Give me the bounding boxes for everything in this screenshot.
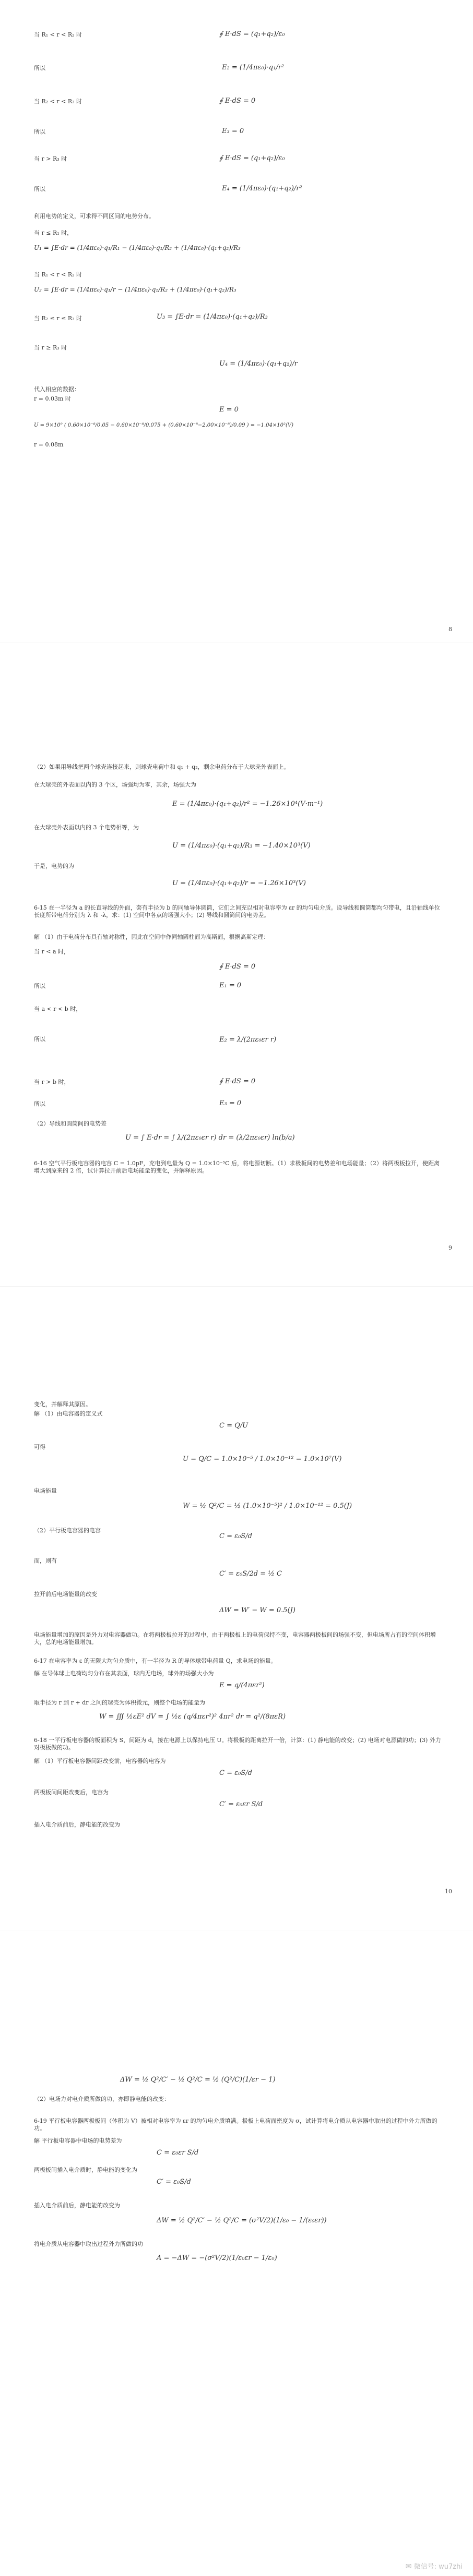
equation: C = ε₀εr S/d	[157, 2149, 199, 2157]
equation: ΔW = ½ Q²/C′ − ½ Q²/C = (σ²V/2)(1/ε₀ − 1/(ε₀εr))	[157, 2217, 327, 2224]
text-line: 变化，并解释其原因。	[34, 1401, 91, 1408]
text-line: 插入电介质前后，静电能的改变为	[34, 2202, 120, 2209]
text-line: 6-15 在一半径为 a 的长直导线的外面，套有半径为 b 的同轴导体圆筒，它们之间充以相对电容率为 εr 的均匀电介质。设导线和圆筒都均匀带电，且沿轴线单位长度所带电荷分别为 λ 和 -λ，求：(1) 空间中各点的场强大小；(2) 导线和圆筒间的电势差。	[34, 904, 440, 918]
text-line: 插入电介质前后，静电能的改变为	[34, 1821, 120, 1828]
text-line: r = 0.03m 时	[34, 395, 71, 402]
text-line: 电场能量增加的原因是外力对电容器做功。在将两极板拉开的过程中，由于两极板上的电荷保持不变，电容器两极板间的场强不变，但电场所占有的空间体积增大，总的电场能量增加。	[34, 1631, 436, 1646]
text-line: 6-16 空气平行板电容器的电容 C = 1.0pF，充电到电量为 Q = 1.0×10⁻⁵C 后，将电源切断。（1）求极板间的电势差和电场能量；（2）将两极板拉开，使距离增大到原来的 2 倍，试计算拉开前后电场能量的变化，并解释原因。	[34, 1160, 440, 1174]
equation: C = ε₀S/d	[219, 1532, 252, 1540]
equation: ∮ E·dS = 0	[219, 97, 256, 105]
page-number: 9	[448, 1244, 452, 1251]
equation: ΔW = ½ Q²/C′ − ½ Q²/C = ½ (Q²/C)(1/εr − 1)	[120, 2076, 276, 2084]
equation: C′ = ε₀S/d	[157, 2178, 191, 2186]
text-line: r = 0.08m	[34, 441, 64, 448]
equation: E = 0	[219, 406, 239, 414]
text-line: 当 r ≥ R₃ 时	[34, 344, 67, 351]
text-line: 取半径为 r 到 r + dr 之间的球壳为体积微元，则整个电场的能量为	[34, 1699, 206, 1706]
page-3	[0, 1287, 473, 1929]
text-line: 当 R₂ ≤ r ≤ R₃ 时	[34, 315, 82, 322]
text-line: 利用电势的定义，可求得不同区间的电势分布。	[34, 213, 155, 220]
equation: U₄ = (1/4πε₀)·(q₁+q₂)/r	[219, 360, 298, 368]
equation: C = Q/U	[219, 1422, 249, 1430]
text-line: 所以	[34, 1100, 45, 1107]
equation: W = ½ Q²/C = ½ (1.0×10⁻⁵)² / 1.0×10⁻¹² = 0.5(J)	[183, 1502, 352, 1510]
equation: C = ε₀S/d	[219, 1769, 252, 1777]
equation: E₄ = (1/4πε₀)·(q₁+q₂)/r²	[222, 185, 302, 192]
equation: U = Q/C = 1.0×10⁻⁵ / 1.0×10⁻¹² = 1.0×10⁷(V)	[183, 1455, 342, 1463]
text-line: 当 r > R₃ 时	[34, 155, 67, 162]
text-line: 两极板间插入电介质时，静电能的变化为	[34, 2167, 137, 2173]
text-line: 当 r ≤ R₁ 时，	[34, 229, 73, 236]
equation: W = ∭ ½εE² dV = ∫ ½ε (q/4πεr²)² 4πr² dr = q²/(8πεR)	[99, 1713, 286, 1721]
equation: C′ = ε₀S/2d = ½ C	[219, 1570, 282, 1578]
text-line: 在大球壳的外表面以内的 3 个区，场强均为零，其余，场强大为	[34, 781, 196, 788]
equation: U = 9×10⁹ ( 0.60×10⁻⁸/0.05 − 0.60×10⁻⁸/0.075 + (0.60×10⁻⁸−2.00×10⁻⁸)/0.09 ) = −1.04×10²(V)	[34, 422, 294, 428]
equation: E = q/(4πεr²)	[219, 1682, 265, 1689]
text-line: 6-19 平行板电容器两极板间（体积为 V）被相对电容率为 εr 的均匀电介质填满。极板上电荷面密度为 σ，试计算将电介质从电容器中取出的过程中外力所做的功。	[34, 2118, 437, 2132]
page-4	[0, 1931, 473, 2576]
text-line: 解 平行板电容器中电场的电势差为	[34, 2137, 122, 2144]
text-line: 将电介质从电容器中取出过程外力所做的功	[34, 2241, 143, 2247]
wechat-icon: ✉	[405, 2562, 412, 2571]
equation: U = (1/4πε₀)·(q₁+q₂)/R₃ = −1.40×10³(V)	[172, 842, 311, 850]
equation: ∮ E·dS = (q₁+q₂)/ε₀	[219, 30, 285, 38]
text-line: 于是，电势的为	[34, 863, 74, 869]
equation: E₃ = 0	[219, 1099, 242, 1107]
text-line: 所以	[34, 65, 45, 71]
text-line: 当 r > b 时，	[34, 1079, 70, 1085]
equation: ∮ E·dS = 0	[219, 963, 256, 971]
text-line: 电场能量	[34, 1487, 57, 1494]
equation: E₃ = 0	[222, 127, 244, 135]
equation: C′ = ε₀εr S/d	[219, 1800, 263, 1808]
text-line: 可得	[34, 1444, 45, 1450]
equation: U₃ = ∫E·dr = (1/4πε₀)·(q₁+q₂)/R₃	[157, 313, 268, 321]
equation: E₁ = 0	[219, 982, 242, 989]
text-line: 而，则有	[34, 1557, 57, 1564]
page-number: 10	[445, 1888, 452, 1895]
watermark-label: 微信号: wu7zhi	[413, 2563, 463, 2571]
text-line: 所以	[34, 128, 45, 135]
text-line: 当 R₁ < r < R₂ 时	[34, 271, 82, 278]
equation: ΔW = W′ − W = 0.5(J)	[219, 1606, 295, 1614]
equation: A = −ΔW = −(σ²V/2)(1/ε₀εr − 1/ε₀)	[157, 2254, 277, 2262]
text-line: 在大球壳外表面以内的 3 个电势相等，为	[34, 824, 139, 831]
page-number: 8	[448, 626, 452, 633]
text-line: 解 （1）由于电荷分布具有轴对称性，因此在空间中作同轴圆柱面为高斯面，根据高斯定理：	[34, 934, 269, 940]
watermark	[406, 2561, 463, 2571]
text-line: 当 a < r < b 时，	[34, 1006, 82, 1012]
equation: E = (1/4πε₀)·(q₁+q₂)/r² = −1.26×10⁴(V·m⁻¹)	[172, 800, 323, 808]
text-line: 所以	[34, 1036, 45, 1043]
equation: ∮ E·dS = 0	[219, 1078, 256, 1085]
text-line: （2）电场力对电介质所做的功，亦即静电能的改变：	[34, 2096, 170, 2102]
page-1	[0, 0, 473, 642]
text-line: 拉开前后电场能量的改变	[34, 1591, 97, 1598]
text-line: 当 R₁ < r < R₂ 时	[34, 31, 82, 38]
text-line: 两极板间间距改变后，电容为	[34, 1789, 109, 1796]
text-line: 当 r < a 时，	[34, 948, 70, 955]
text-line: 解 在导体球上电荷均匀分布在其表面，球内无电场，球外的场强大小为	[34, 1670, 214, 1677]
page-2	[0, 644, 473, 1285]
equation: U₂ = ∫E·dr = (1/4πε₀)·q₁/r − (1/4πε₀)·q₁/R₂ + (1/4πε₀)·(q₁+q₂)/R₃	[34, 286, 236, 293]
text-line: 所以	[34, 983, 45, 989]
equation: ∮ E·dS = (q₁+q₂)/ε₀	[219, 154, 285, 162]
text-line: （2）如果用导线把两个球壳连接起来，则球壳电荷中和 q₁ + q₂，剩余电荷分布于大球壳外表面上。	[34, 764, 290, 770]
text-line: （2）导线和圆筒间的电势差	[34, 1120, 107, 1127]
text-line: 代入相应的数据：	[34, 386, 80, 393]
equation: E₂ = λ/(2πε₀εr r)	[219, 1036, 277, 1044]
text-line: 所以	[34, 186, 45, 192]
page-separator	[0, 1286, 473, 1287]
equation: E₂ = (1/4πε₀)·q₁/r²	[222, 64, 285, 71]
equation: U = ∫ E·dr = ∫ λ/(2πε₀εr r) dr = (λ/2πε₀εr) ln(b/a)	[125, 1134, 295, 1142]
text-line: 当 R₂ < r < R₃ 时	[34, 98, 82, 105]
text-line: （2）平行板电容器的电容	[34, 1527, 101, 1534]
equation: U = (1/4πε₀)·(q₁+q₂)/r = −1.26×10³(V)	[172, 879, 306, 887]
text-line: 6-18 一平行板电容器的板面积为 S，间距为 d，接在电源上以保持电压 U。将极板的距离拉开一倍，计算：(1) 静电能的改变；(2) 电场对电源做的功；(3) 外力对极板做的功。	[34, 1737, 441, 1751]
text-line: 解 （1）由电容器的定义式	[34, 1410, 103, 1417]
equation: U₁ = ∫E·dr = (1/4πε₀)·q₁/R₁ − (1/4πε₀)·q₁/R₂ + (1/4πε₀)·(q₁+q₂)/R₃	[34, 244, 241, 251]
text-line: 解 （1）平行板电容器间距改变前，电容器的电容为	[34, 1758, 166, 1764]
text-line: 6-17 在电容率为 ε 的无限大均匀介质中，有一半径为 R 的导体球带电荷量 Q，求电场的能量。	[34, 1658, 277, 1664]
